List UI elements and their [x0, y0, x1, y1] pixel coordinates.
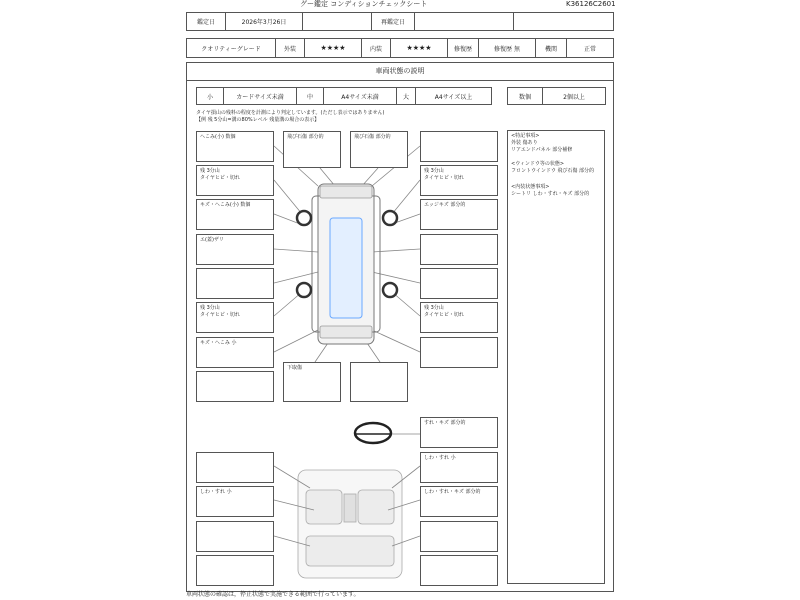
note-box-l12: しわ・すれ 小 — [196, 486, 274, 517]
appraisal-date-label: 鑑定日 — [186, 12, 226, 31]
size-large-label: 大 — [396, 87, 416, 105]
note-box-r3: エッジキズ 部分的 — [420, 199, 498, 230]
exterior-rating: ★★★★ — [304, 38, 362, 58]
note-box-l4: エ(蓋)ザリ — [196, 234, 274, 265]
note-box-l11 — [196, 452, 274, 483]
note-box-r11: しわ・すれ 小 — [420, 452, 498, 483]
note-box-l5 — [196, 268, 274, 299]
note-box-m9 — [350, 362, 408, 402]
size-mid-label: 中 — [296, 87, 324, 105]
note-box-r5 — [420, 268, 498, 299]
footer-note: 車両状態の確認は，停止状態で実施できる範囲で行っています。 — [186, 591, 360, 598]
note-box-l14 — [196, 555, 274, 586]
note-box-r10: すれ・キズ 部分的 — [420, 417, 498, 448]
note-box-l1: へこみ(小) 数個 — [196, 131, 274, 162]
size-large-value: A4サイズ以上 — [415, 87, 492, 105]
interior-label: 内装 — [361, 38, 391, 58]
document-id: K36126C2601 — [566, 0, 616, 8]
reappraisal-label: 再鑑定日 — [371, 12, 415, 31]
size-mid-value: A4サイズ未満 — [323, 87, 397, 105]
note-box-r6: 残 3分山 タイヤヒビ・切れ — [420, 302, 498, 333]
note-box-r7 — [420, 337, 498, 368]
sheet-title: グー鑑定 コンディションチェックシート — [300, 0, 428, 8]
note-box-r1 — [420, 131, 498, 162]
special-note-2: リアエンドパネル 部分補修 — [511, 147, 573, 153]
note-box-r2: 残 3分山 タイヤヒビ・切れ — [420, 165, 498, 196]
window-notes-title: <ウィンドウ等の状態> — [511, 161, 565, 167]
note-box-r4 — [420, 234, 498, 265]
window-note-1: フロントウインドウ 飛び石傷 部分的 — [511, 168, 595, 174]
note-box-t2: 飛び石傷 部分的 — [350, 131, 408, 168]
interior-rating: ★★★★ — [390, 38, 448, 58]
size-small-value: カードサイズ未満 — [223, 87, 297, 105]
interior-view — [298, 470, 402, 578]
interior-notes-title: <内装状態事項> — [511, 184, 550, 190]
note-box-r12: しわ・すれ・キズ 部分的 — [420, 486, 498, 517]
mechanics-value: 正常 — [566, 38, 614, 58]
interior-note-1: シートリ しわ・すれ・キズ 部分的 — [511, 191, 590, 197]
note-box-t1: 飛び石傷 部分的 — [283, 131, 341, 168]
special-notes-title: <特記事項> — [511, 133, 540, 139]
repair-label: 修復歴 — [447, 38, 479, 58]
note-box-l6: 残 3分山 タイヤヒビ・切れ — [196, 302, 274, 333]
note-box-l2: 残 3分山 タイヤヒビ・切れ — [196, 165, 274, 196]
disclaimer-line-2: 【例 残 5分山=溝の80%レベル 残量溝の場合の表示】 — [196, 117, 320, 123]
steering-wheel-icon — [355, 423, 391, 443]
note-box-m8: 下取傷 — [283, 362, 341, 402]
appraisal-date-value: 2026年3月26日 — [225, 12, 303, 31]
exterior-label: 外装 — [275, 38, 305, 58]
mechanics-label: 機関 — [535, 38, 567, 58]
tire-count-value: 2個以上 — [542, 87, 606, 105]
repair-history-value: 修復歴 無 — [478, 38, 536, 58]
note-box-r13 — [420, 521, 498, 552]
tire-count-label: 数個 — [507, 87, 543, 105]
disclaimer-line-1: タイヤ損山の残料の程度を計測により判定しています。(ただし表示ではありません) — [196, 110, 385, 116]
size-small-label: 小 — [196, 87, 224, 105]
note-box-l8 — [196, 371, 274, 402]
note-box-r14 — [420, 555, 498, 586]
note-box-l13 — [196, 521, 274, 552]
quality-grade-label: クオリティーグレード — [186, 38, 276, 58]
section-title: 車両状態の説明 — [186, 62, 614, 81]
note-box-l7: キズ・へこみ 小 — [196, 337, 274, 368]
special-note-1: 外装 傷あり — [511, 140, 538, 146]
note-box-l3: キズ・へこみ(小) 数個 — [196, 199, 274, 230]
